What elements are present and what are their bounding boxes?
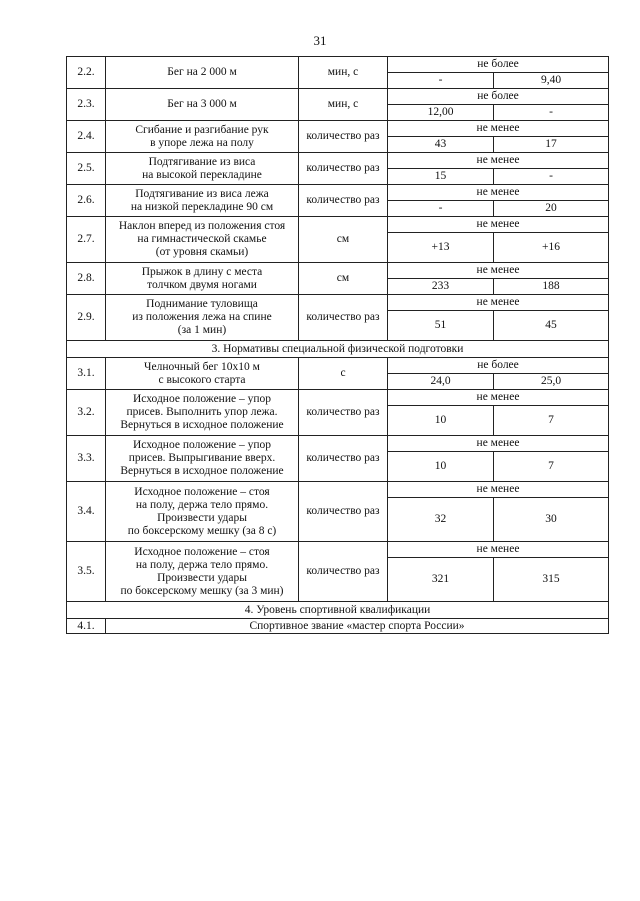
qualification-cell: Спортивное звание «мастер спорта России» (106, 619, 609, 634)
row-number: 2.2. (67, 57, 106, 89)
value-cell: 10 (388, 452, 494, 482)
row-number: 2.4. (67, 121, 106, 153)
unit-cell: мин, с (299, 89, 388, 121)
row-number: 2.3. (67, 89, 106, 121)
value-cell: 321 (388, 558, 494, 602)
exercise-name: Исходное положение – стоя на полу, держа тело прямо. Произвести удары по боксерскому мешку (за 3 мин) (106, 542, 299, 602)
exercise-name: Поднимание туловища из положения лежа на спине (за 1 мин) (106, 295, 299, 341)
unit-cell: количество раз (299, 436, 388, 482)
table-row (67, 121, 609, 137)
condition-cell: не менее (388, 482, 609, 498)
section-row (67, 341, 609, 358)
value-cell: 7 (494, 406, 609, 436)
condition-cell: не более (388, 57, 609, 73)
table-row (67, 89, 609, 105)
table-row (67, 619, 609, 634)
value-cell: - (388, 73, 494, 89)
value-cell: - (494, 169, 609, 185)
value-cell: 315 (494, 558, 609, 602)
value-cell: 32 (388, 498, 494, 542)
value-cell: - (388, 201, 494, 217)
condition-cell: не менее (388, 121, 609, 137)
value-cell: - (494, 105, 609, 121)
table-row (67, 185, 609, 201)
section-row (67, 602, 609, 619)
condition-cell: не менее (388, 263, 609, 279)
table-row (67, 358, 609, 374)
unit-cell: см (299, 217, 388, 263)
value-cell: 188 (494, 279, 609, 295)
condition-cell: не менее (388, 542, 609, 558)
unit-cell: количество раз (299, 295, 388, 341)
table-row (67, 57, 609, 73)
value-cell: 25,0 (494, 374, 609, 390)
unit-cell: мин, с (299, 57, 388, 89)
condition-cell: не менее (388, 436, 609, 452)
table-row (67, 542, 609, 558)
row-number: 4.1. (67, 619, 106, 634)
unit-cell: см (299, 263, 388, 295)
exercise-name: Подтягивание из виса лежа на низкой перекладине 90 см (106, 185, 299, 217)
value-cell: 24,0 (388, 374, 494, 390)
value-cell: 233 (388, 279, 494, 295)
exercise-name: Подтягивание из виса на высокой перекладине (106, 153, 299, 185)
table-row (67, 263, 609, 279)
table-row (67, 217, 609, 233)
value-cell: 51 (388, 311, 494, 341)
table-row (67, 436, 609, 452)
unit-cell: количество раз (299, 542, 388, 602)
exercise-name: Челночный бег 10х10 м с высокого старта (106, 358, 299, 390)
norms-table-body (67, 57, 609, 634)
unit-cell: количество раз (299, 153, 388, 185)
row-number: 2.6. (67, 185, 106, 217)
exercise-name: Сгибание и разгибание рук в упоре лежа на полу (106, 121, 299, 153)
value-cell: 7 (494, 452, 609, 482)
condition-cell: не более (388, 358, 609, 374)
norms-table (66, 56, 609, 634)
unit-cell: количество раз (299, 185, 388, 217)
exercise-name: Прыжок в длину с места толчком двумя ногами (106, 263, 299, 295)
condition-cell: не менее (388, 295, 609, 311)
value-cell: 43 (388, 137, 494, 153)
row-number: 2.5. (67, 153, 106, 185)
page-number: 31 (313, 33, 327, 48)
unit-cell: количество раз (299, 390, 388, 436)
value-cell: +16 (494, 233, 609, 263)
value-cell: 20 (494, 201, 609, 217)
value-cell: 12,00 (388, 105, 494, 121)
exercise-name: Наклон вперед из положения стоя на гимнастической скамье (от уровня скамьи) (106, 217, 299, 263)
value-cell: +13 (388, 233, 494, 263)
row-number: 3.4. (67, 482, 106, 542)
exercise-name: Исходное положение – упор присев. Выполнить упор лежа. Вернуться в исходное положение (106, 390, 299, 436)
row-number: 3.2. (67, 390, 106, 436)
value-cell: 30 (494, 498, 609, 542)
section-heading: 3. Нормативы специальной физической подготовки (67, 341, 609, 358)
table-row (67, 390, 609, 406)
condition-cell: не более (388, 89, 609, 105)
condition-cell: не менее (388, 217, 609, 233)
section-heading: 4. Уровень спортивной квалификации (67, 602, 609, 619)
unit-cell: с (299, 358, 388, 390)
exercise-name: Исходное положение – стоя на полу, держа тело прямо. Произвести удары по боксерскому мешку (за 8 с) (106, 482, 299, 542)
row-number: 2.8. (67, 263, 106, 295)
exercise-name: Бег на 2 000 м (106, 57, 299, 89)
unit-cell: количество раз (299, 121, 388, 153)
condition-cell: не менее (388, 390, 609, 406)
row-number: 3.1. (67, 358, 106, 390)
value-cell: 45 (494, 311, 609, 341)
value-cell: 9,40 (494, 73, 609, 89)
value-cell: 15 (388, 169, 494, 185)
row-number: 3.3. (67, 436, 106, 482)
row-number: 2.9. (67, 295, 106, 341)
exercise-name: Исходное положение – упор присев. Выпрыгивание вверх. Вернуться в исходное положение (106, 436, 299, 482)
row-number: 3.5. (67, 542, 106, 602)
value-cell: 17 (494, 137, 609, 153)
table-row (67, 153, 609, 169)
row-number: 2.7. (67, 217, 106, 263)
condition-cell: не менее (388, 153, 609, 169)
unit-cell: количество раз (299, 482, 388, 542)
exercise-name: Бег на 3 000 м (106, 89, 299, 121)
table-row (67, 295, 609, 311)
condition-cell: не менее (388, 185, 609, 201)
value-cell: 10 (388, 406, 494, 436)
table-row (67, 482, 609, 498)
